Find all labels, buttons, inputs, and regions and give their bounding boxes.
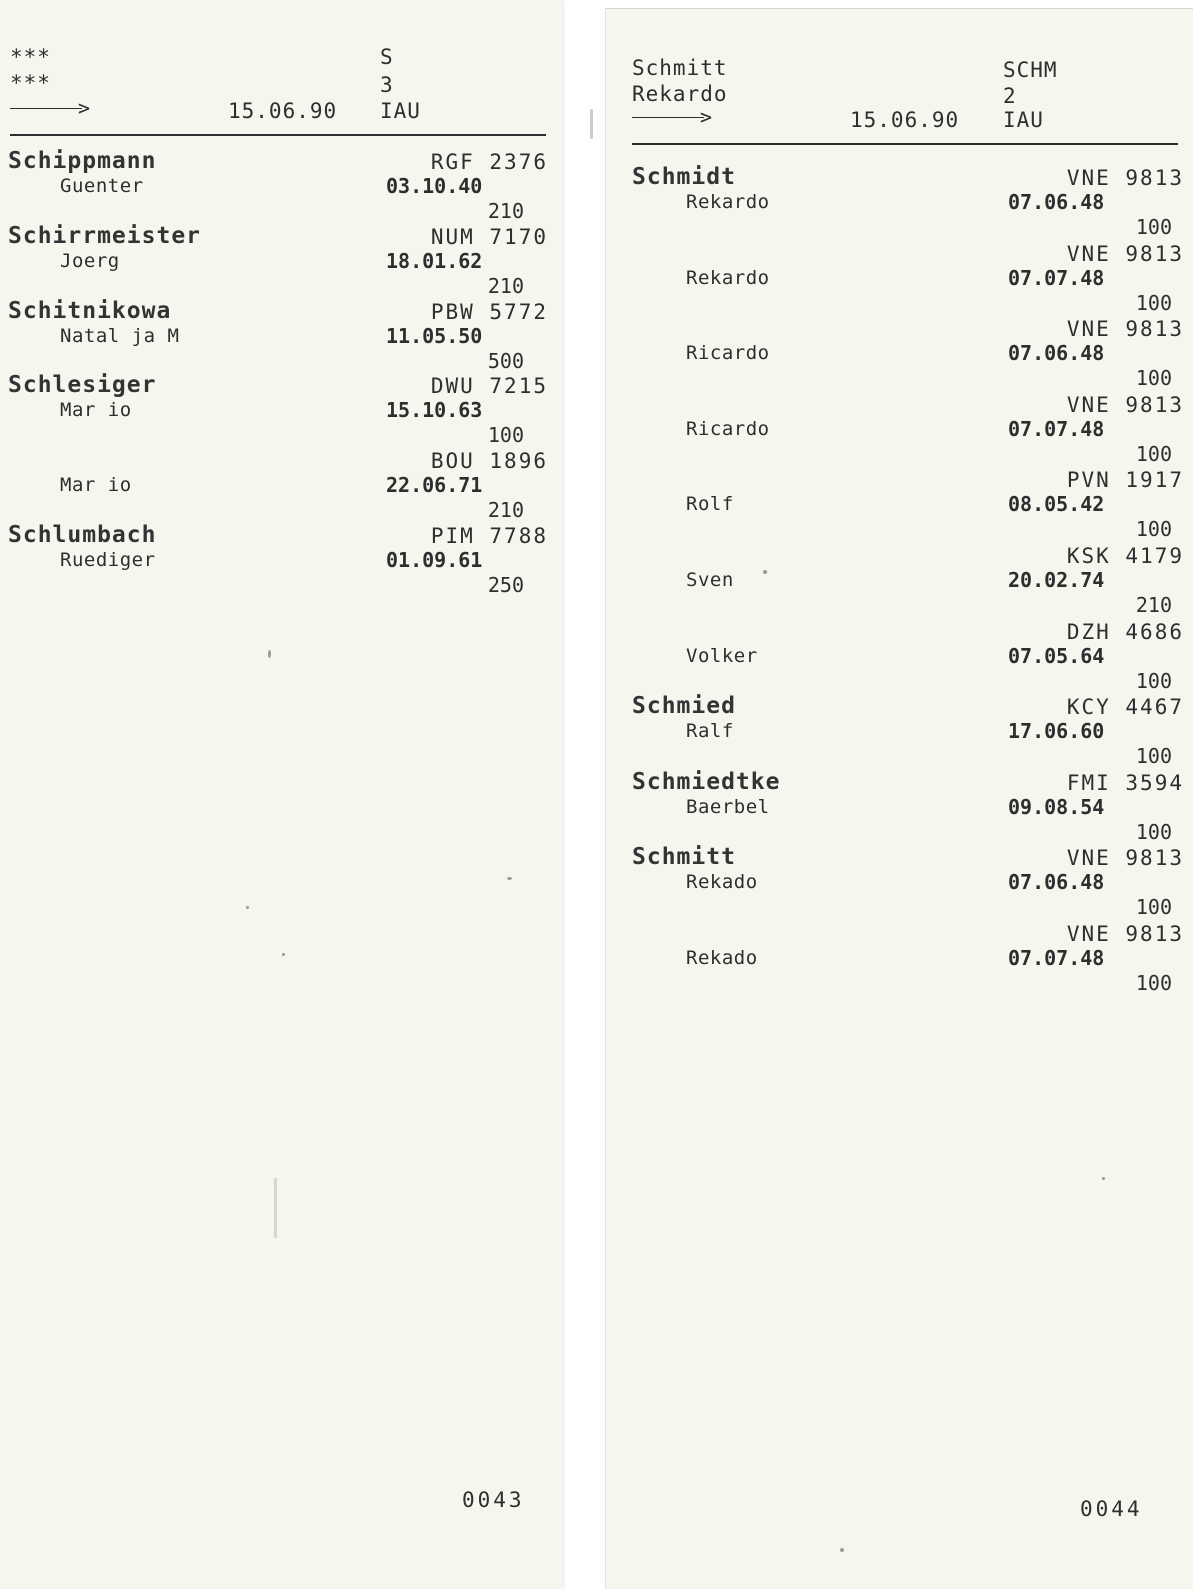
entry-date: 07.05.64 <box>1008 643 1105 668</box>
entry-firstname: Ralf <box>686 720 734 743</box>
entry-firstname: Rekado <box>686 871 758 894</box>
entry-date: 15.10.63 <box>386 398 483 423</box>
entry-row <box>632 618 1184 693</box>
entry-firstname: Rolf <box>686 493 734 516</box>
entry-firstname: Rekardo <box>686 191 770 213</box>
entry-firstname: Guenter <box>60 175 144 197</box>
entry-number: 100 <box>1135 895 1172 920</box>
entry-row <box>8 447 548 522</box>
entry-date: 17.06.60 <box>1008 719 1105 744</box>
entry-date: 20.02.74 <box>1008 568 1105 592</box>
right-page-number: 0044 <box>1080 1497 1143 1521</box>
left-header-line1-right: S <box>380 45 394 69</box>
right-header-line1-left: Schmitt <box>632 56 728 80</box>
entry-number: 100 <box>1135 744 1172 769</box>
entry-row <box>632 920 1184 995</box>
left-header-line2-right: 3 <box>380 73 394 97</box>
entry-code: VNE 9813 <box>1066 317 1184 342</box>
entry-surname: Schmitt <box>632 844 736 871</box>
entry-firstname: Baerbel <box>686 795 770 818</box>
entry-number: 100 <box>487 423 524 448</box>
entry-surname: Schmied <box>632 693 736 720</box>
entry-number: 250 <box>487 573 524 597</box>
entry-date: 07.06.48 <box>1008 870 1105 895</box>
entry-date: 09.08.54 <box>1008 794 1105 819</box>
left-header-line1-left: *** <box>10 45 51 69</box>
entry-date: 03.10.40 <box>386 174 483 198</box>
entry-row <box>8 223 548 298</box>
entry-firstname: Rekardo <box>686 266 770 289</box>
right-header-date: 15.06.90 <box>850 108 960 132</box>
entry-number: 100 <box>1135 441 1172 466</box>
entry-row <box>632 844 1184 919</box>
entry-date: 07.07.48 <box>1008 416 1105 441</box>
entry-code: NUM 7170 <box>430 224 548 249</box>
entry-number: 100 <box>1135 819 1172 844</box>
entry-number: 210 <box>487 273 524 298</box>
entry-number: 100 <box>1135 517 1172 542</box>
entry-date: 01.09.61 <box>386 548 483 572</box>
right-header-line3-right: IAU <box>1003 108 1044 132</box>
entry-number: 210 <box>487 199 524 223</box>
entry-number: 100 <box>1135 366 1172 391</box>
right-header-line2-left: Rekardo <box>632 82 728 106</box>
entry-surname: Schlesiger <box>8 372 157 399</box>
entry-firstname: Natal ja M <box>60 324 180 347</box>
left-header-arrow-icon: > <box>10 98 90 118</box>
entry-code: PVN 1917 <box>1066 468 1184 493</box>
right-card <box>605 8 1193 1589</box>
entry-code: VNE 9813 <box>1066 846 1184 871</box>
entry-date: 22.06.71 <box>386 473 483 498</box>
entry-row <box>8 298 548 373</box>
entry-firstname: Ricardo <box>686 417 770 440</box>
right-header-line1-right: SCHM <box>1003 58 1058 82</box>
entry-date: 18.01.62 <box>386 248 483 273</box>
entry-row <box>632 693 1184 768</box>
entry-number: 210 <box>487 498 524 523</box>
entry-surname: Schmidt <box>632 164 736 190</box>
entry-number: 100 <box>1135 290 1172 315</box>
entry-number: 100 <box>1135 215 1172 239</box>
entry-row <box>632 769 1184 844</box>
entry-code: KSK 4179 <box>1066 544 1184 568</box>
entry-code: PIM 7788 <box>430 524 548 548</box>
entry-firstname: Volker <box>686 644 758 667</box>
entry-row <box>632 466 1184 541</box>
entry-row <box>632 542 1184 617</box>
left-header-date: 15.06.90 <box>228 99 338 123</box>
entry-firstname: Rekado <box>686 947 758 969</box>
entry-code: VNE 9813 <box>1066 241 1184 266</box>
entry-number: 500 <box>487 348 524 373</box>
entry-date: 07.06.48 <box>1008 190 1105 214</box>
entry-firstname: Sven <box>686 569 734 591</box>
entry-number: 210 <box>1135 593 1172 617</box>
entry-code: RGF 2376 <box>430 150 548 174</box>
entry-code: VNE 9813 <box>1066 166 1184 190</box>
entry-date: 07.06.48 <box>1008 341 1105 366</box>
entry-code: BOU 1896 <box>430 449 548 474</box>
entry-row <box>632 315 1184 390</box>
entry-code: KCY 4467 <box>1066 695 1184 720</box>
entry-code: PBW 5772 <box>430 299 548 324</box>
entry-date: 08.05.42 <box>1008 492 1105 517</box>
entry-row <box>8 522 548 597</box>
entry-row <box>632 240 1184 315</box>
entry-code: VNE 9813 <box>1066 392 1184 417</box>
entry-surname: Schirrmeister <box>8 222 202 249</box>
entry-date: 07.07.48 <box>1008 946 1105 970</box>
entry-surname: Schlumbach <box>8 522 157 548</box>
entry-number: 100 <box>1135 971 1172 995</box>
right-header-line2-right: 2 <box>1003 84 1017 108</box>
entry-row <box>632 391 1184 466</box>
right-header-rule <box>632 143 1178 145</box>
entry-date: 07.07.48 <box>1008 265 1105 290</box>
entry-code: VNE 9813 <box>1066 922 1184 946</box>
entry-firstname: Joerg <box>60 249 120 272</box>
entry-date: 11.05.50 <box>386 323 483 348</box>
entry-firstname: Ruediger <box>60 549 156 571</box>
left-header-line3-right: IAU <box>380 99 421 123</box>
entry-code: DWU 7215 <box>430 374 548 399</box>
entry-number: 100 <box>1135 668 1172 693</box>
left-page-number: 0043 <box>462 1488 525 1512</box>
right-header-arrow-icon: > <box>632 107 712 127</box>
entry-row <box>8 148 548 223</box>
entry-code: FMI 3594 <box>1066 770 1184 795</box>
entry-firstname: Mar io <box>60 474 132 497</box>
entry-surname: Schippmann <box>8 148 157 174</box>
left-header-line2-left: *** <box>10 71 51 95</box>
entry-surname: Schitnikowa <box>8 297 172 324</box>
left-header-rule <box>10 134 546 136</box>
entry-code: DZH 4686 <box>1066 619 1184 644</box>
entry-row <box>632 164 1184 239</box>
entry-row <box>8 372 548 447</box>
entry-firstname: Mar io <box>60 399 132 422</box>
entry-firstname: Ricardo <box>686 342 770 365</box>
left-card <box>0 0 562 1589</box>
entry-surname: Schmiedtke <box>632 768 781 795</box>
